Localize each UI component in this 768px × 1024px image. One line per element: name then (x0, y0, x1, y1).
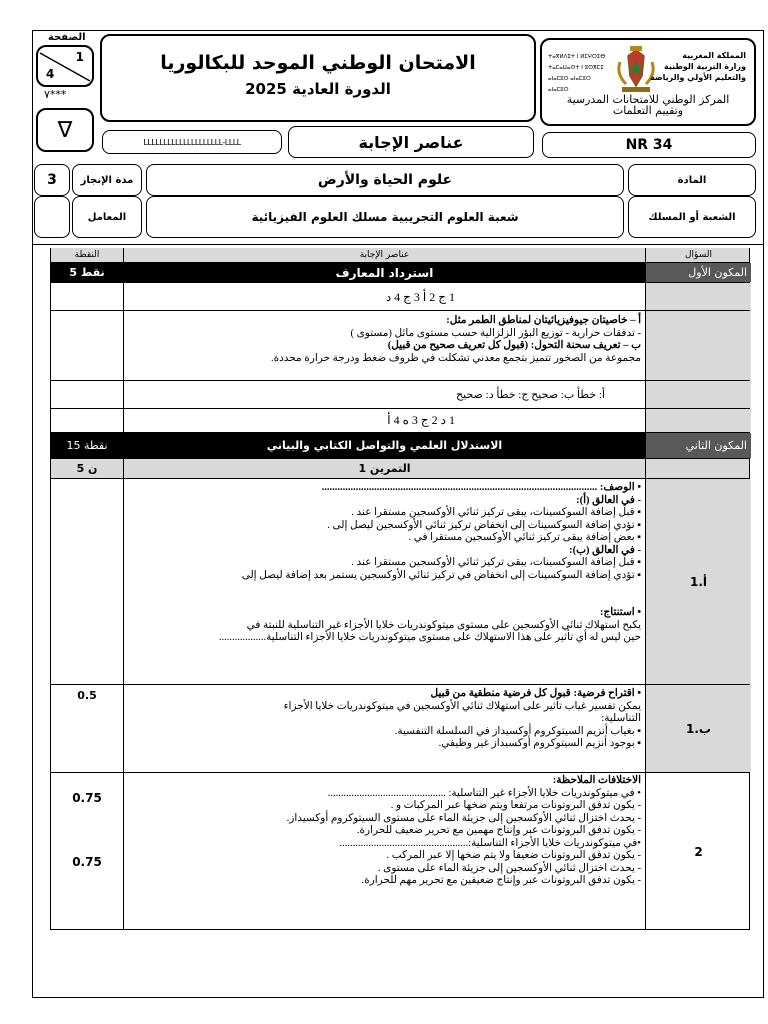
part1-q4-row (51, 408, 749, 432)
part2-row (51, 432, 749, 458)
ministry-arabic: المملكة المغربية وزارة التربية الوطنية والتعليم الأولي والرياضة (650, 51, 746, 82)
part1-q2-a: أ – خاصيتان جيوفيزيائيتان لمناطق الطمر مثل: (446, 315, 641, 326)
part1-points: 5 نقط (51, 263, 123, 282)
exam-code: ٧*** (44, 88, 67, 101)
coef-value-box (34, 196, 70, 238)
q1b-row (51, 684, 749, 772)
part1-q3-row (51, 380, 749, 408)
exercise1-points: 5 ن (76, 462, 98, 475)
col-question: السؤال (645, 248, 751, 262)
part2-title: الاستدلال العلمي والتواصل الكتابي والبياني (123, 433, 645, 458)
duration-label-box: مدة الإنجاز (72, 164, 142, 196)
answers-title-box (288, 126, 534, 158)
q2-label: 2 (645, 773, 751, 930)
part2-label: المكون الثاني (645, 433, 751, 458)
exam-title: الامتحان الوطني الموحد للبكالوريا (160, 52, 476, 74)
part1-q4-answer: 1 د 2 ج 3 ه 4 أ (123, 409, 645, 432)
q1b-points: 0.5 (77, 689, 97, 702)
part1-q2-c: ب – تعريف سحنة التحول: (قبول كل تعريف صحيح من قبيل) (387, 340, 641, 351)
col-answers: عناصر الإجابة (123, 248, 645, 262)
triangle-icon: ∇ (57, 117, 73, 143)
q1b-answer: • اقتراح فرضية: قبول كل فرضية منطقية من قبيل يمكن تفسير غياب تأثير على استهلاك ثنائي الأوكسجين في ميتوكوندريات خلايا الأجزاء التناسلية: ▪ بغياب أنزيم السيتوكروم أوكسيداز في السلسلة التنفسية. ▪ بوجود أنزيم السيتوكروم أوكسيداز غير وظيفي. (123, 685, 645, 772)
part1-q1-answer: 1 ج 2 أ 3 ج 4 د (123, 283, 645, 310)
part1-q1-row (51, 282, 749, 310)
ministry-tifinagh: ⵜⴰⴳⵍⴷⵉⵜ ⵏ ⵍⵎⵖⵔⵉⴱ ⵜⴰⵎⴰⵡⴰⵙⵜ ⵏ ⵓⵙⴳⵎⵉ ⴰⵏⴰⵎⵓⵔ ⴰⵏⴰⵎⵓⵔ ⴰⵏⴰⵎⵓⵔ (548, 54, 606, 93)
q1a-answer: • الوصف: ......................................................................................................... - في العالق (أ): ▪ قبل إضافة السوكسينات، يبقى تركيز ثنائي الأوكسجين مستقرا عند . ▪ تؤدي إضافة السوكسينات إلى انخفاض تركيز ثنائي الأوكسجين ليصل إلى . ▪ بعض إضافة يبقى تركيز ثنائي الأوكسجين مستقرا في . - في العالق (ب): ▪ قبل إضافة السوكسينات، يبقى تركيز ثنائي الأوكسجين مستقرا عند . ▪ تؤدي إضافة السوكسينات إلى انخفاض في تركيز ثنائي الأوكسجين يستمر بعد إضافة ليصل إلى • استنتاج: يكبح استهلاك ثنائي الأوكسجين على مستوى ميتوكوندريات خلايا الأجزاء غير التناسلية للنبتة في حين ليس له أي تأثير على هذا الاستهلاك على مستوى ميتوكوندريات خلايا الأجزاء التناسلية.................. (123, 479, 645, 684)
q2-row (51, 772, 749, 930)
barcode-text: LLLLLLLLLLLLLLLLLLLL-LLLL (143, 137, 241, 147)
q2-points-2: 0.75 (72, 855, 102, 869)
part1-q3-answer: أ: خطأ ب: صحيح ج: خطأ د: صحيح (123, 381, 645, 408)
q1b-label: 1.ب (645, 685, 751, 772)
branch-box: شعبة العلوم التجريبية مسلك العلوم الفيزيائية (146, 196, 624, 238)
part1-title: استرداد المعارف (123, 263, 645, 282)
exam-title-box (100, 34, 536, 122)
page-current: 1 (75, 50, 84, 64)
page-number-box (36, 45, 94, 87)
center-name: المركز الوطني للامتحانات المدرسية وتقييم التعلمات (566, 93, 730, 117)
nr-box (542, 132, 756, 158)
col-points: النقطة (74, 250, 100, 260)
exercise1-row (51, 458, 749, 478)
subject-label-box: المادة (628, 164, 756, 196)
part1-q2-row (51, 310, 749, 380)
exercise1-title: التمرين 1 (123, 459, 645, 478)
part1-q2-b: - تدفقات حرارية - توزيع البؤر الزلزالية حسب مستوى مائل (مستوى ) (350, 327, 641, 339)
duration-value-box: 3 (34, 164, 70, 196)
part1-label: المكون الأول (645, 263, 751, 282)
coef-label-box: المعامل (72, 196, 142, 238)
ministry-box (540, 38, 756, 126)
barcode-box (102, 130, 282, 154)
q1a-row (51, 478, 749, 684)
exam-session: الدورة العادية 2025 (245, 80, 391, 98)
part1-q2-d: مجموعة من الصخور تتميز بتجمع معدني تشكلت في ظروف ضغط ودرجة حرارة محددة. (270, 352, 641, 364)
page-total: 4 (46, 67, 55, 81)
table-header-row (51, 248, 749, 262)
triangle-box (36, 108, 94, 152)
part2-points: 15 نقطة (51, 433, 123, 458)
nr-code: NR 34 (625, 137, 673, 153)
q2-points-1: 0.75 (72, 791, 102, 805)
q2-answer: الاختلافات الملاحظة: • في ميتوكوندريات خلايا الأجزاء غير التناسلية: ............................................. - يكون تدفق البروتونات مرتفعا ويتم ضخها عبر المركبات و . - يحدث اختزال ثنائي الأوكسجين إلى جزيئة الماء على مستوى السيتوكروم أوكسيداز. - يكون تدفق البروتونات عبر وإنتاج مهمين مع تحرير ضعيف للحرارة. •في ميتوكوندريات خلايا الأجزاء التناسلية:................................................. - يكون تدفق البروتونات ضعيفا ولا يتم ضخها إلا عبر المركب . - يحدث اختزال ثنائي الأوكسجين إلى جزيئة الماء على مستوى . - يكون تدفق البروتونات عبر وإنتاج ضعيفين مع تحرير مهم للحرارة. (123, 773, 645, 930)
answers-title: عناصر الإجابة (358, 132, 464, 152)
q1a-label: 1.أ (645, 479, 751, 684)
part1-row (51, 262, 749, 282)
subject-box: علوم الحياة والأرض (146, 164, 624, 196)
answers-table (50, 248, 750, 930)
branch-label-box: الشعبة أو المسلك (628, 196, 756, 238)
page-label: الصفحة (48, 32, 86, 43)
